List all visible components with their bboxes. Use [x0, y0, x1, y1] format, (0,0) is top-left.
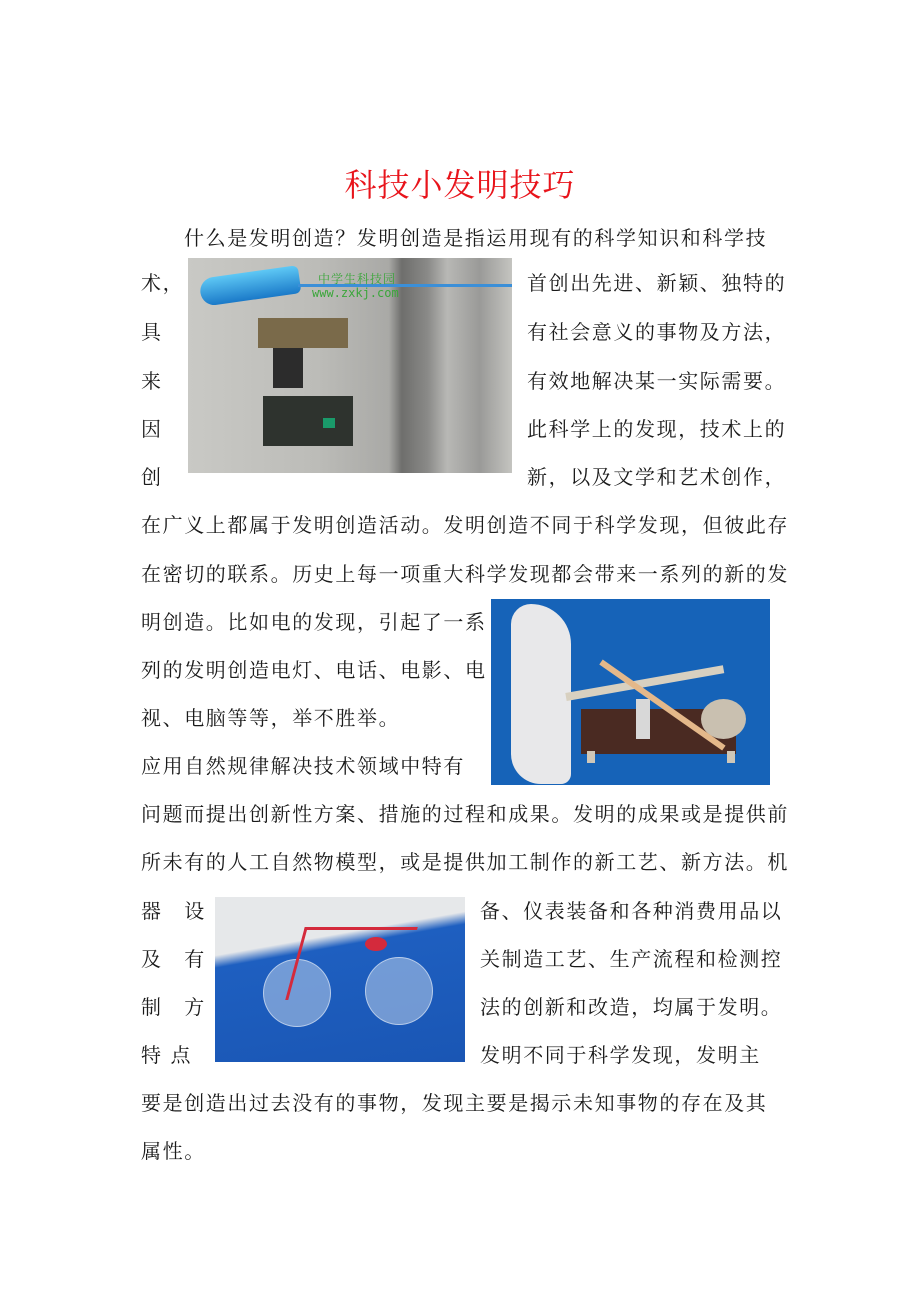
paragraph-line-right: 有社会意义的事物及方法，: [527, 320, 787, 344]
watermark-url: www.zxkj.com: [312, 286, 399, 300]
wind-machine-photo: [491, 599, 770, 785]
battery-graphic: [199, 265, 302, 307]
paragraph-line: 在广义上都属于发明创造活动。发明创造不同于科学发现，但彼此存: [141, 513, 789, 537]
paragraph-line: 什么是发明创造？发明创造是指运用现有的科学知识和科学技: [184, 226, 768, 250]
axle-stand: [636, 699, 650, 739]
paragraph-line-right: 此科学上的发现，技术上的: [527, 417, 787, 441]
base-leg: [587, 751, 595, 763]
paragraph-line: 所未有的人工自然物模型，或是提供加工制作的新工艺、新方法。机: [141, 850, 789, 874]
device-motor: [273, 348, 303, 388]
paragraph-line-left: 特 点: [141, 1043, 193, 1067]
device-gears: [258, 318, 348, 348]
paragraph-line: 问题而提出创新性方案、措施的过程和成果。发明的成果或是提供前: [141, 802, 789, 826]
photo-watermark-banner: [188, 266, 512, 300]
bicycle-frame: [285, 927, 418, 1000]
paragraph-line-left: 创: [141, 465, 163, 489]
device-circuit: [263, 396, 353, 446]
wire-bicycle-photo: [215, 897, 465, 1062]
paragraph-line-left: 来: [141, 369, 163, 393]
device-body: [258, 318, 358, 448]
paragraph-line-right: 关制造工艺、生产流程和检测控: [480, 947, 783, 971]
paragraph-line: 在密切的联系。历史上每一项重大科学发现都会带来一系列的新的发: [141, 562, 789, 586]
paragraph-line: 要是创造出过去没有的事物，发现主要是揭示未知事物的存在及其: [141, 1091, 768, 1115]
bicycle-seat: [365, 937, 387, 951]
paragraph-line-right: 有效地解决某一实际需要。: [527, 369, 787, 393]
paper-sail: [511, 604, 571, 784]
paragraph-line-left: 及 有: [141, 947, 206, 971]
paragraph-line-right: 法的创新和改造，均属于发明。: [480, 995, 783, 1019]
paragraph-line: 明创造。比如电的发现，引起了一系: [141, 610, 487, 634]
paragraph-line-left: 具: [141, 320, 163, 344]
paragraph-line-left: 制 方: [141, 995, 206, 1019]
paragraph-line: 属性。: [141, 1139, 206, 1163]
watermark-text: 中学生科技园: [318, 272, 397, 286]
paragraph-line-right: 备、仪表装备和各种消费用品以: [480, 899, 783, 923]
device-led: [323, 418, 335, 428]
base-leg: [727, 751, 735, 763]
paragraph-line: 列的发明创造电灯、电话、电影、电: [141, 658, 487, 682]
paragraph-line: 应用自然规律解决技术领域中特有: [141, 754, 465, 778]
paragraph-line-left: 器 设: [141, 899, 206, 923]
paragraph-line-right: 发明不同于科学发现，发明主: [480, 1043, 761, 1067]
robot-device-photo: [188, 258, 512, 473]
paragraph-line-left: 因: [141, 417, 163, 441]
paragraph-line-right: 首创出先进、新颖、独特的: [527, 271, 787, 295]
paragraph-line-left: 术，: [141, 271, 185, 295]
document-title: 科技小发明技巧: [344, 166, 576, 204]
paragraph-line: 视、电脑等等，举不胜举。: [141, 706, 401, 730]
paragraph-line-right: 新，以及文学和艺术创作，: [527, 465, 787, 489]
